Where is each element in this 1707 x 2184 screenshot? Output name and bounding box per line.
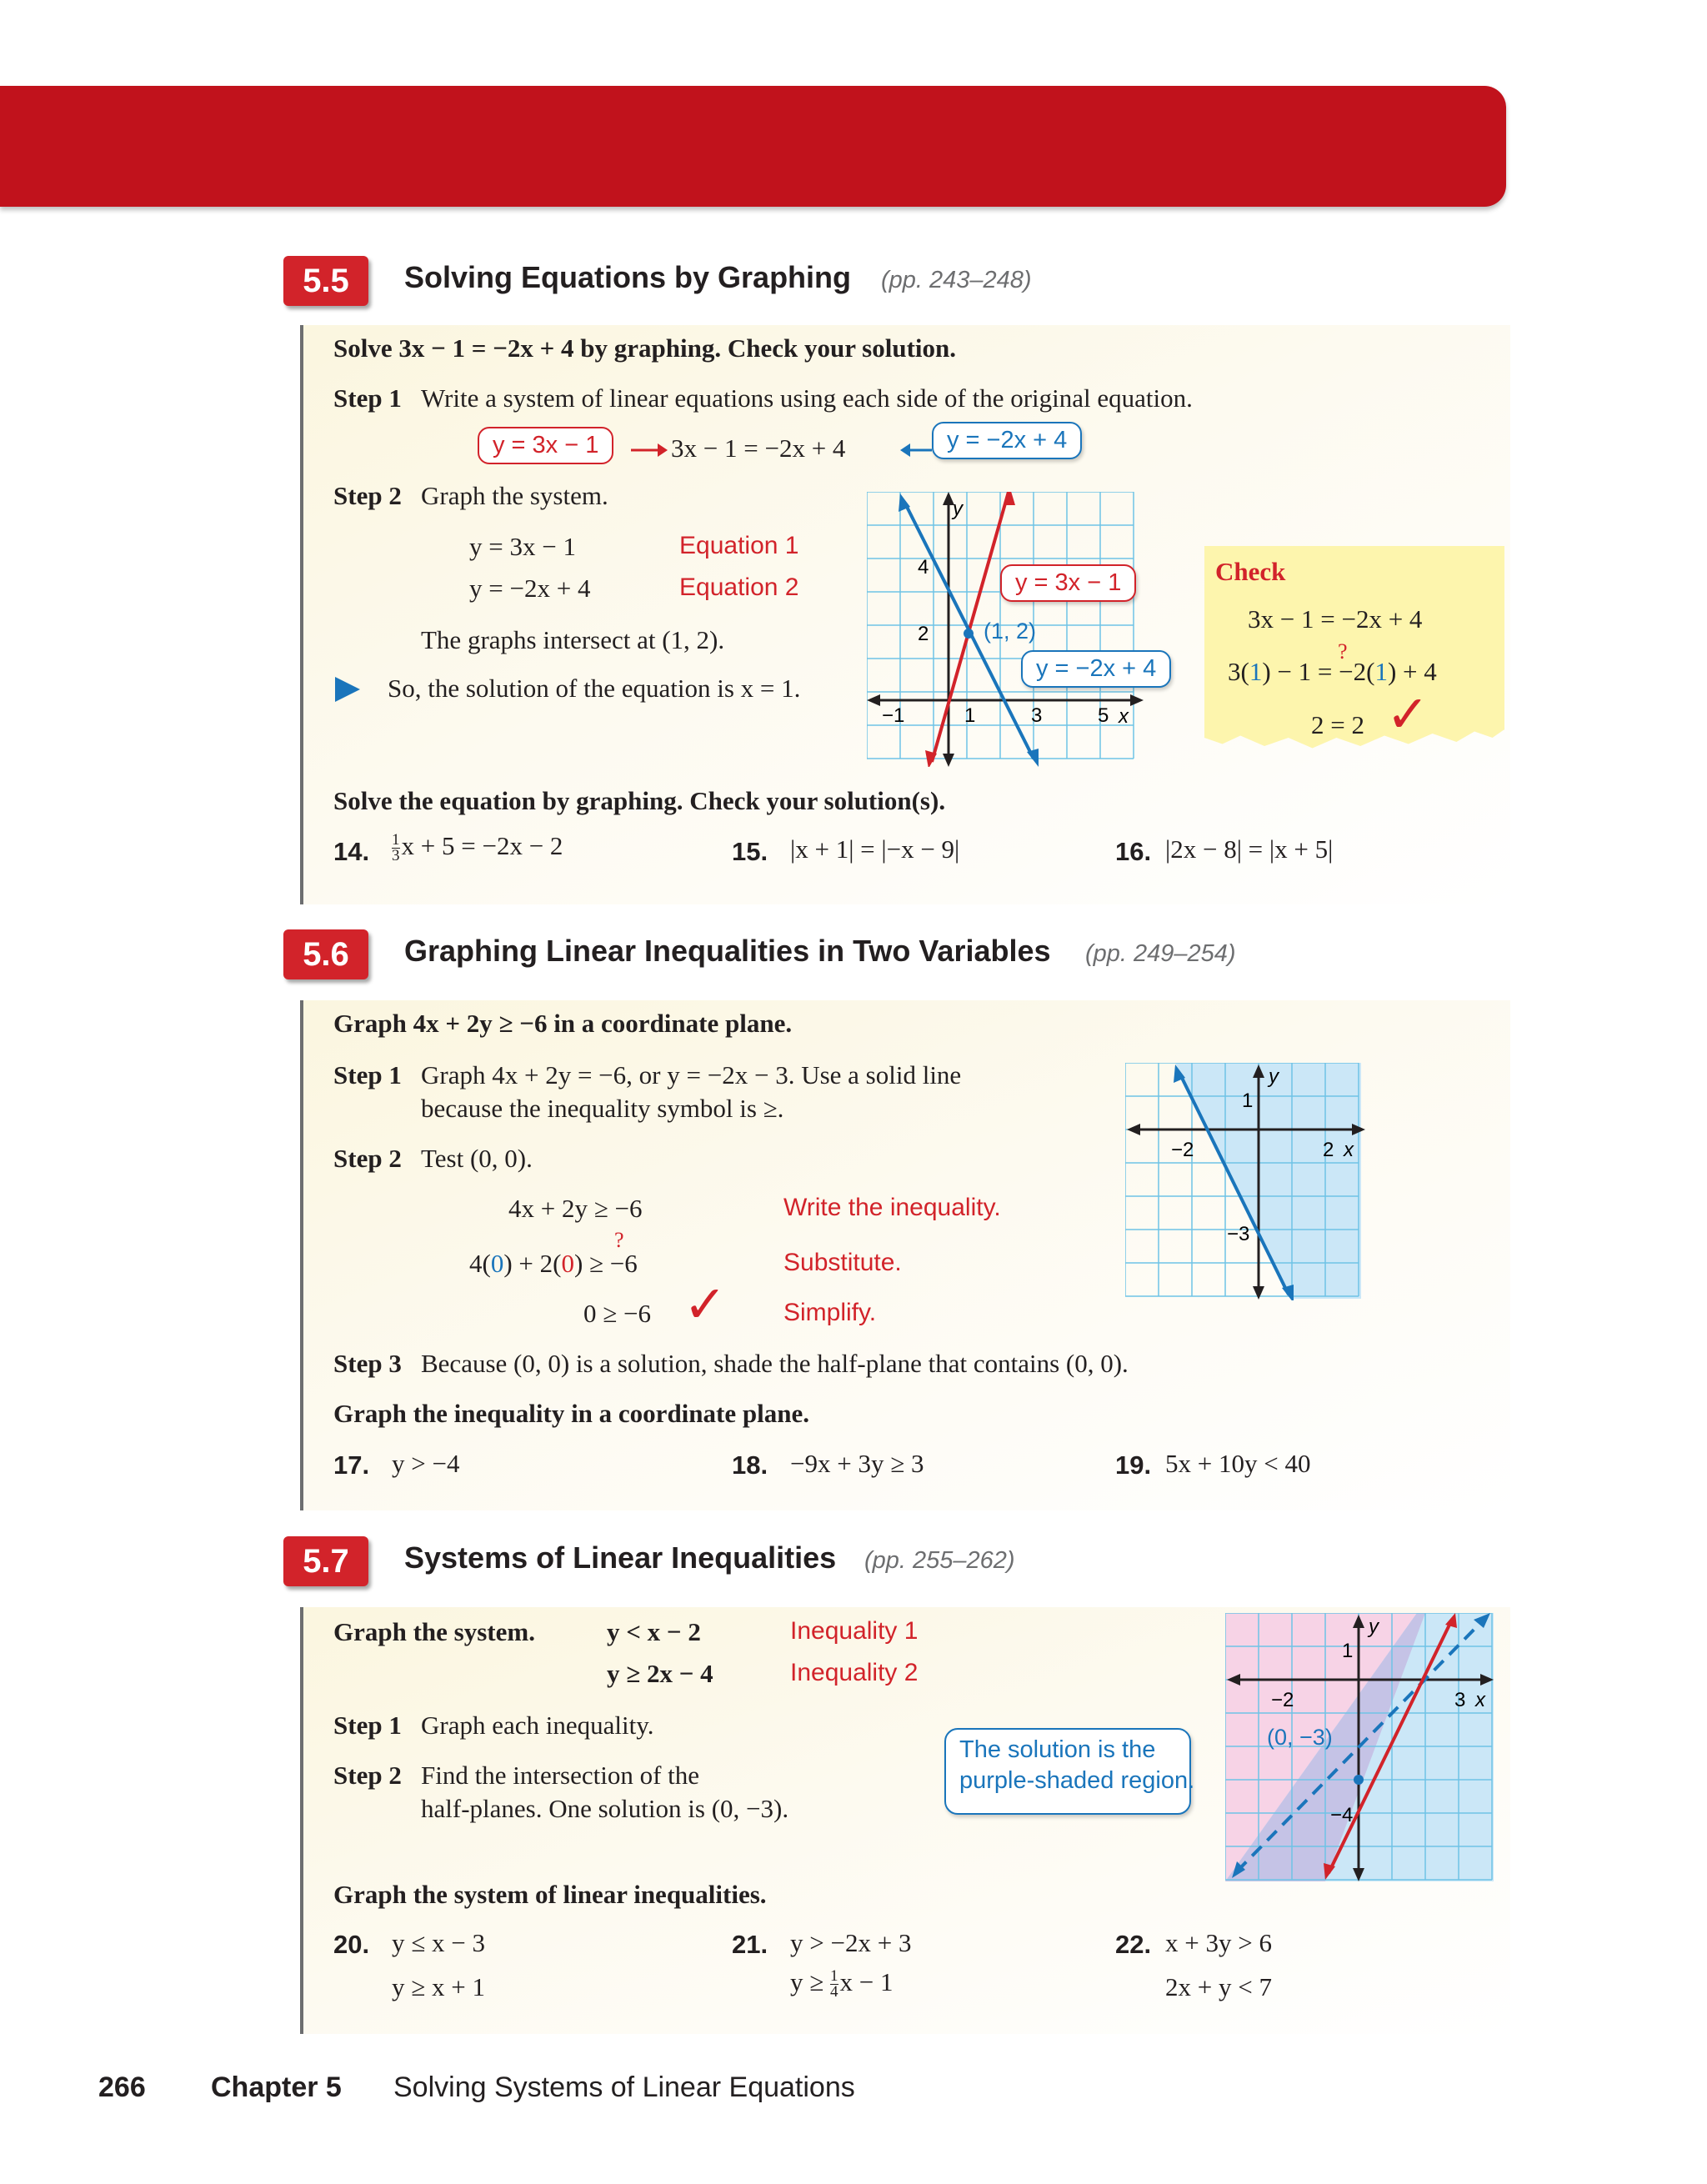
section-title-5-6: Graphing Linear Inequalities in Two Variables	[404, 934, 1051, 968]
section-badge-5-5: 5.5	[283, 256, 368, 306]
x-tick-label: 5	[1098, 704, 1109, 727]
exercise-16: |2x − 8| = |x + 5|	[1165, 834, 1334, 864]
system-equation-1: y = 3x − 1	[469, 532, 576, 561]
step-text: half-planes. One solution is (0, −3).	[421, 1794, 789, 1823]
work-line-3: 0 ≥ −6	[583, 1299, 651, 1328]
section-pages-5-7: (pp. 255–262)	[864, 1547, 1015, 1574]
section-badge-5-7: 5.7	[283, 1536, 368, 1586]
x-axis-label: x	[1119, 705, 1129, 728]
exercise-number: 14.	[333, 837, 370, 866]
x-tick-label: 3	[1031, 704, 1043, 727]
check-title: Check	[1215, 557, 1286, 586]
exercise-17: y > −4	[392, 1449, 460, 1478]
step-label: Step 2	[333, 1761, 402, 1790]
exercise-number: 20.	[333, 1930, 370, 1959]
exercise-20-line-2: y ≥ x + 1	[392, 1972, 485, 2001]
footer-chapter: Chapter 5	[211, 2071, 342, 2103]
example-prompt: Graph the system.	[333, 1617, 535, 1646]
step-label: Step 2	[333, 1144, 402, 1173]
step-text: Write a system of linear equations using each side of the original equation.	[421, 383, 1193, 413]
checkmark-icon: ✓	[683, 1274, 727, 1335]
graph-label-line-1: y = 3x − 1	[1000, 564, 1136, 602]
callout-text: purple-shaded region.	[959, 1767, 1195, 1794]
x-tick-label: 2	[1323, 1139, 1334, 1161]
solution-callout	[944, 1728, 1195, 1815]
section-title-5-5: Solving Equations by Graphing	[404, 260, 852, 294]
play-arrow-icon	[333, 675, 362, 704]
section-pages-5-5: (pp. 243–248)	[881, 267, 1032, 293]
x-tick-label: −1	[882, 704, 905, 727]
solution-point-label: (0, −3)	[1267, 1725, 1333, 1750]
exercise-20-line-1: y ≤ x − 3	[392, 1928, 485, 1957]
section-title-5-7: Systems of Linear Inequalities	[404, 1540, 837, 1575]
work-line-1: 4x + 2y ≥ −6	[508, 1194, 643, 1223]
inequality-note-2: Inequality 2	[790, 1659, 919, 1686]
intersection-text: The graphs intersect at (1, 2).	[421, 625, 725, 654]
example-prompt: Graph 4x + 2y ≥ −6 in a coordinate plane.	[333, 1009, 793, 1038]
exercise-22-line-1: x + 3y > 6	[1165, 1928, 1272, 1957]
callout-text: The solution is the	[959, 1736, 1156, 1763]
question-mark: ?	[1338, 639, 1348, 664]
y-tick-label: −4	[1330, 1804, 1354, 1826]
exercise-18: −9x + 3y ≥ 3	[790, 1449, 924, 1478]
arrow-right-icon	[629, 438, 669, 463]
example-prompt: Solve 3x − 1 = −2x + 4 by graphing. Check your solution.	[333, 333, 957, 363]
step-label: Step 1	[333, 383, 402, 413]
exercise-number: 18.	[732, 1450, 768, 1480]
exercise-15: |x + 1| = |−x − 9|	[790, 834, 960, 864]
graph-5-6	[1125, 1063, 1367, 1300]
check-line-3: 2 = 2	[1311, 710, 1364, 739]
step-label: Step 1	[333, 1711, 402, 1740]
exercise-number: 16.	[1115, 837, 1152, 866]
exercise-21-line-1: y > −2x + 3	[790, 1928, 912, 1957]
y-tick-label: 2	[918, 623, 929, 645]
equation-callout-right: y = −2x + 4	[932, 422, 1082, 459]
work-note-1: Write the inequality.	[783, 1194, 1001, 1221]
step-text: Graph 4x + 2y = −6, or y = −2x − 3. Use a solid line	[421, 1060, 962, 1089]
question-mark: ?	[614, 1228, 624, 1252]
chapter-header-bar	[0, 86, 1506, 207]
exercise-22-line-2: 2x + y < 7	[1165, 1972, 1272, 2001]
check-line-1: 3x − 1 = −2x + 4	[1248, 604, 1423, 634]
equation-callout-left: y = 3x − 1	[478, 427, 613, 464]
intersection-label: (1, 2)	[984, 619, 1037, 644]
equation-note-1: Equation 1	[679, 532, 799, 559]
y-axis-label: y	[953, 498, 963, 520]
step-text: Graph the system.	[421, 481, 608, 510]
exercise-number: 22.	[1115, 1930, 1152, 1959]
inequality-1: y < x − 2	[607, 1617, 701, 1646]
y-axis-label: y	[1369, 1615, 1379, 1638]
inequality-2: y ≥ 2x − 4	[607, 1659, 713, 1688]
exercise-prompt: Graph the inequality in a coordinate plane.	[333, 1399, 809, 1428]
graph-5-7	[1225, 1613, 1500, 1884]
exercise-number: 17.	[333, 1450, 370, 1480]
page-number: 266	[98, 2071, 146, 2103]
x-tick-label: −2	[1171, 1139, 1194, 1161]
y-axis-label: y	[1269, 1065, 1279, 1088]
intersection-point	[964, 629, 974, 639]
system-equation-2: y = −2x + 4	[469, 574, 591, 603]
equation-note-2: Equation 2	[679, 574, 799, 601]
exercise-14: $\frac{1}{3}$ x + 5 = −2x − 2	[392, 831, 563, 865]
step-label: Step 2	[333, 481, 402, 510]
exercise-number: 21.	[732, 1930, 768, 1959]
step-text: because the inequality symbol is ≥.	[421, 1094, 784, 1123]
x-tick-label: 1	[964, 704, 976, 727]
section-badge-5-6: 5.6	[283, 929, 368, 979]
arrow-left-icon	[900, 438, 934, 463]
y-tick-label: 1	[1342, 1640, 1354, 1662]
work-note-3: Simplify.	[783, 1299, 877, 1326]
y-tick-label: 4	[918, 556, 929, 579]
exercise-number: 15.	[732, 837, 768, 866]
work-line-2: 4(0) + 2(0) ≥ −6	[469, 1249, 638, 1278]
checkmark-icon: ✓	[1386, 684, 1429, 744]
x-axis-label: x	[1344, 1139, 1354, 1161]
graph-label-line-2: y = −2x + 4	[1021, 650, 1171, 688]
footer-title: Solving Systems of Linear Equations	[393, 2071, 855, 2103]
solution-text: So, the solution of the equation is x = 1.	[388, 674, 801, 703]
exercise-prompt: Solve the equation by graphing. Check your solution(s).	[333, 786, 946, 815]
step-text: Because (0, 0) is a solution, shade the half-plane that contains (0, 0).	[421, 1349, 1129, 1378]
step-label: Step 1	[333, 1060, 402, 1089]
x-axis-label: x	[1475, 1689, 1485, 1711]
step-label: Step 3	[333, 1349, 402, 1378]
x-tick-label: 3	[1454, 1689, 1466, 1711]
x-tick-label: −2	[1271, 1689, 1294, 1711]
step-text: Graph each inequality.	[421, 1711, 654, 1740]
original-equation: 3x − 1 = −2x + 4	[671, 433, 846, 463]
check-line-2: 3(1) − 1 = −2(1) + 4	[1228, 657, 1437, 686]
work-note-2: Substitute.	[783, 1249, 902, 1276]
exercise-prompt: Graph the system of linear inequalities.	[333, 1880, 767, 1909]
exercise-21-line-2: y ≥ $\frac{1}{4}$ x − 1	[790, 1967, 894, 2001]
step-text: Find the intersection of the	[421, 1761, 700, 1790]
inequality-note-1: Inequality 1	[790, 1617, 919, 1645]
exercise-19: 5x + 10y < 40	[1165, 1449, 1311, 1478]
section-pages-5-6: (pp. 249–254)	[1085, 940, 1236, 967]
graph-5-5	[867, 492, 1234, 767]
step-text: Test (0, 0).	[421, 1144, 533, 1173]
y-tick-label: 1	[1242, 1089, 1254, 1112]
solution-point	[1354, 1775, 1364, 1785]
y-tick-label: −3	[1227, 1223, 1250, 1245]
exercise-number: 19.	[1115, 1450, 1152, 1480]
